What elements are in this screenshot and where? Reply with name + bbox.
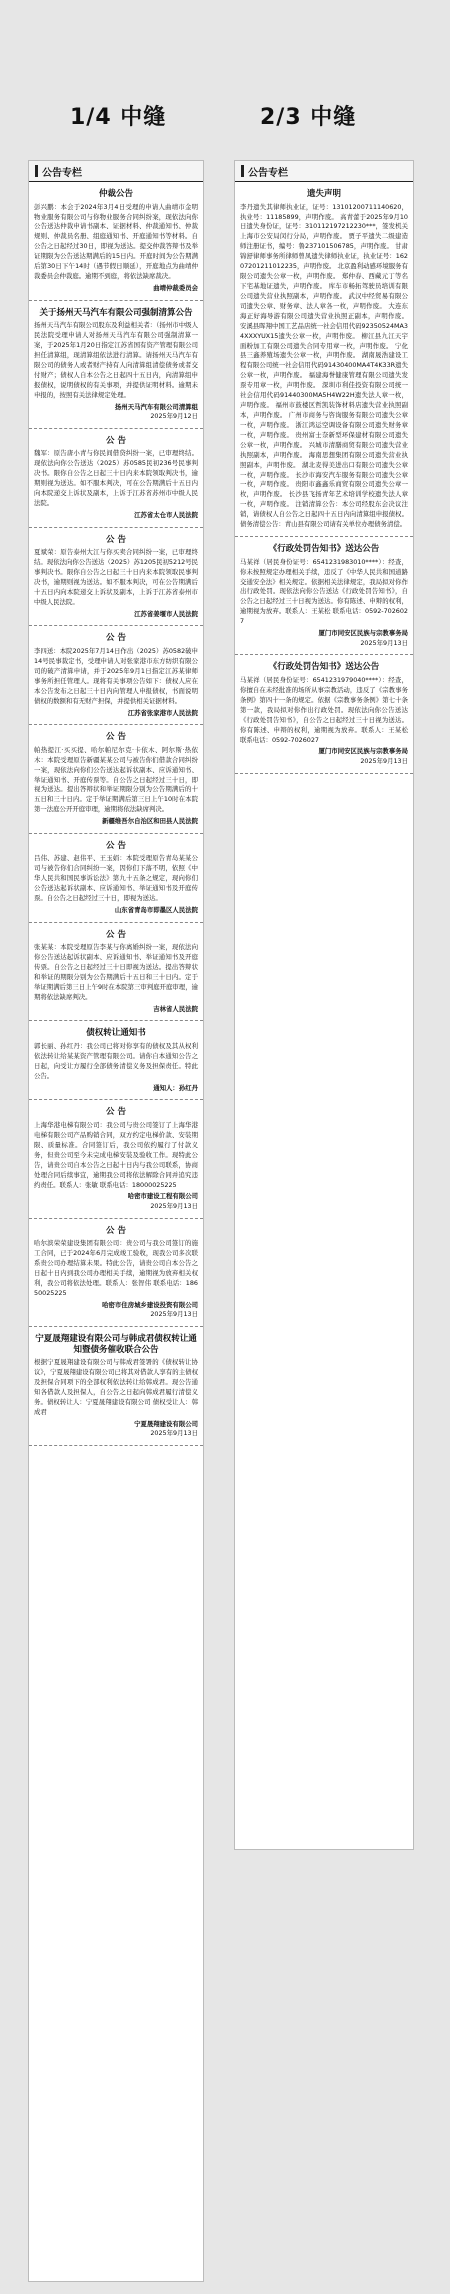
notice-signature: 哈密市住房城乡建设投资有限公司 <box>102 1300 198 1309</box>
notice-date: 2025年9月13日 <box>360 638 408 647</box>
notice-signature: 宁夏晟翔建设有限公司 <box>134 1419 198 1428</box>
notice-item <box>29 923 203 1022</box>
notice-title: 公 告 <box>106 929 126 940</box>
notice-body: 彭兴鹏：本会于2024年3月4日受理的申请人曲靖市金明物业服务有限公司与你物业服务合同纠纷案，现依法向你公告送达仲裁申请书副本、证据材料、仲裁通知书、仲裁规则、仲裁员名册、组庭通知书、开庭通知书等材料。自公告之日起经过30日，即视为送达。提交仲裁答辩书及举证期限为公告送达期满后的15日内。开庭时间为公告期满后第30日下午14时（遇节假日顺延），开庭地点为曲靖仲裁委员会仲裁庭。逾期不到庭，将依法缺席裁决。 <box>34 202 198 281</box>
left-notice-list <box>29 182 203 1446</box>
left-column-size-title: 1/4 中缝 <box>70 105 167 130</box>
notice-item <box>29 834 203 923</box>
notice-signature: 通知人：孙红丹 <box>153 1083 198 1092</box>
column-header-label: 公告专栏 <box>42 167 82 179</box>
notice-item <box>235 537 413 655</box>
right-notice-column <box>234 160 414 1850</box>
notice-item <box>29 626 203 725</box>
notice-signature: 吉林省人民法院 <box>153 1004 198 1013</box>
notice-item <box>29 1327 203 1446</box>
notice-item <box>235 182 413 537</box>
notice-signature: 曲靖仲裁委员会 <box>153 284 198 292</box>
notice-date: 2025年9月12日 <box>150 412 198 421</box>
notice-title: 宁夏晟翔建设有限公司与韩成君债权转让通知暨债务催收联合公告 <box>35 1334 197 1355</box>
notice-item <box>29 429 203 528</box>
notice-signature: 扬州天马汽车有限公司清算组 <box>114 402 198 411</box>
notice-signature: 山东省青岛市即墨区人民法院 <box>114 906 198 915</box>
notice-signature: 江苏省张家港市人民法院 <box>127 708 198 717</box>
notice-body: 张某某：本院受理原告李某与你离婚纠纷一案，现依法向你公告送达起诉状副本、应诉通知书、举证通知书及开庭传票。自公告之日起经过三十日即视为送达。提出答辩状和举证的期限分别为公告期满后十五日和三十日内。定于举证期满后第三日上午9时在本院第三审判庭开庭审理，逾期将依法缺席判决。 <box>34 943 198 1001</box>
notice-body: 吕伟、苏建、赵伟平、王玉娟：本院受理原告青岛某某公司与被告你们合同纠纷一案，因你们下落不明，依照《中华人民共和国民事诉讼法》第九十五条之规定，现向你们公告送达起诉状副本、应诉通知书、举证通知书及开庭传票。自公告之日起经过三十日，即视为送达。 <box>34 854 198 903</box>
notice-date: 2025年9月13日 <box>150 1310 198 1319</box>
notice-body: 帕热提江·买买提、哈尔帕尼尔克·卡依木、阿尔斯·热依木：本院受理原告新疆某某公司与被告你们借款合同纠纷一案，现依法向你们公告送达起诉状副本、应诉通知书、举证通知书、开庭传票等。自公告之日起经过三十日，即视为送达。提出答辩状和举证期限分别为公告期满后的十五日和三十日内。定于举证期满后第三日上午10时在本院第一法庭公开开庭审理，逾期将依法缺席判决。 <box>34 745 198 814</box>
notice-item <box>29 725 203 834</box>
column-header-label: 公告专栏 <box>248 167 288 179</box>
right-column-size-title: 2/3 中缝 <box>260 105 357 130</box>
notice-title: 公 告 <box>106 732 126 743</box>
notice-item <box>29 301 203 429</box>
notice-item <box>29 1100 203 1218</box>
notice-title: 《行政处罚告知书》送达公告 <box>268 662 380 673</box>
notice-body: 李丹遗失其律师执业证，证号：13101200711140620，执业号：11185899，声明作废。 高青蕾于2025年9月10日遗失身份证，证号：310112197212230***，签发机关上海市公安局闵行分局，声明作废。 贾子平遗失二级建造师注册证书，编号：鲁237101506785，声明作废。 甘肃锦舒律师事务所律师曾凤遗失律师执业证，执业证号：16207201211012235，声明作废。 北京盈利动感环境服务有限公司遗失公章一枚，声明作废。 郑仲春、西藏元丁等名下宅基地证遗失，声明作废。 库车市畅拓驾驶员培训有限公司遗失营业执照副本，声明作废。 武汉中经贸易有限公司遗失公章、财务章、法人章各一枚，声明作废。 大连东海正好海导游有限公司遗失营业执照正副本，声明作废。 安溪县晖翔中国工艺品店统一社会信用代码92350524MA34XXXYUX15遗失公章一枚，声明作废。 柳江县九江天宇面粉加工有限公司遗失合同专用章一枚，声明作废。 宁化县三鑫养殖场遗失公章一枚，声明作废。 湖南晟浩建设工程有限公司统一社会信用代码91430400MA4T4K33R遗失公章一枚，声明作废。 福建海誉健康管理有限公司遗失发票专用章一枚，声明作废。 深圳市利佳投资有限公司统一社会信用代码91440300MA5H4W22H遗失法人章一枚，声明作废。 福州市鼓楼区哲凯装饰材料店遗失营业执照副本，声明作废。 广州市商务与咨询服务有限公司遗失公章一枚，声明作废。 浙江鸿运空调设备有限公司遗失财务章一枚，声明作废。 贵州富士奈新型环保建材有限公司遗失公章一枚，声明作废。 兴城市清膳商贸有限公司遗失营业执照副本，声明作废。 海南思想集团有限公司遗失营业执照副本，声明作废。 湖北麦得美进出口有限公司遗失公章一枚，声明作废。 长沙市海安汽车服务有限公司遗失公章一枚，声明作废。 贵阳市鑫鑫乐商贸有限公司遗失公章一枚，声明作废。 长沙县飞扬青年艺术培训学校遗失法人章一枚，声明作废。 注销清算公告：本公司经股东会决议注销，请债权人自公告之日起四十五日内向清算组申报债权。 债务清偿公告：青山县有限公司请有关单位办理债务清偿。 <box>240 202 408 529</box>
notice-title: 公 告 <box>106 1107 126 1118</box>
notice-body: 夏斌荣：原告泰州大江与你买卖合同纠纷一案，已审理终结。现依法向你公告送达（2025）苏1205民初5212号民事判决书。限你自公告之日起三十日内来本院领取民事判决书，逾期则视为送达。如不服本判决，可在公告期满后十五日内向本院递交上诉状及副本，上诉于江苏省泰州市中级人民法院。 <box>34 548 198 606</box>
notice-item <box>29 1021 203 1100</box>
notice-title: 仲裁公告 <box>98 189 133 199</box>
notice-title: 公 告 <box>106 840 126 851</box>
notice-body: 魏军：原告唐小青与你民间借贷纠纷一案，已审理终结。现依法向你公告送达（2025）苏0585民初236号民事判决书。限你自公告之日起三十日内来本院领取判决书，逾期则视为送达。如不服本判决，可在公告期满后十五日内向本院递交上诉状及副本，上诉于江苏省苏州市中级人民法院。 <box>34 449 198 508</box>
notice-date: 2025年9月13日 <box>150 1202 198 1211</box>
notice-item <box>29 1219 203 1327</box>
notice-item <box>235 655 413 773</box>
column-header <box>235 161 413 182</box>
notice-body: 郭长丽、孙红丹：我公司已将对你享有的债权及其从权利依法转让给某某资产管理有限公司。请你自本通知公告之日起，向受让方履行全部债务清偿义务及担保责任。特此公告。 <box>34 1042 198 1080</box>
notice-title: 关于扬州天马汽车有限公司强制清算公告 <box>39 307 193 318</box>
notice-signature: 厦门市同安区民族与宗教事务局 <box>318 747 408 756</box>
notice-body: 扬州天马汽车有限公司股东及利益相关者：（扬州市中级人民法院受理申请人对扬州天马汽车有限公司强制清算一案，于2025年1月20日指定江苏省国有资产管理有限公司担任清算组，现清算组依法进行清算。请扬州天马汽车有限公司的债务人或者财产持有人向清算组清偿债务或者交付财产；债权人自本公告之日起四十五日内，向清算组申报债权，说明债权的有关事项，并提供证明材料。逾期未申报的，按照有关法律规定处理。 <box>34 321 198 399</box>
column-header <box>29 161 203 182</box>
notice-signature: 厦门市同安区民族与宗教事务局 <box>318 629 408 638</box>
header-bar-icon <box>241 165 244 177</box>
notice-item <box>29 528 203 627</box>
notice-signature: 江苏省姜堰市人民法院 <box>134 609 198 618</box>
notice-body: 根据宁夏晟翔建设有限公司与韩成君签署的《债权转让协议》，宁夏晟翔建设有限公司已将其对借款人享有的主债权及担保合同项下的全部权利依法转让给韩成君。现公告通知各借款人及担保人，自公告之日起向韩成君履行清偿义务。债权转让人：宁夏晟翔建设有限公司 债权受让人：韩成君 <box>34 1358 198 1416</box>
notice-signature: 江苏省太仓市人民法院 <box>134 510 198 519</box>
notice-item <box>29 182 203 301</box>
notice-signature: 新疆维吾尔自治区和田县人民法院 <box>102 817 198 826</box>
notice-title: 《行政处罚告知书》送达公告 <box>268 544 380 555</box>
right-notice-list <box>235 182 413 774</box>
left-notice-column <box>28 160 204 2282</box>
notice-title: 公 告 <box>106 633 126 644</box>
notice-title: 债权转让通知书 <box>86 1028 146 1039</box>
notice-body: 哈尔滨荣荣建设集团有限公司：贵公司与我公司签订的施工合同，已于2024年6月完成竣工验收，现我公司多次联系贵公司办理结算未果。特此公告，请贵公司自本公告之日起十日内到我公司办理相关手续，逾期视为放弃相关权利，我公司将依法处理。联系人：张智伟 联系电话：18650025225 <box>34 1239 198 1297</box>
notice-body: 李四送：本院2025年7月14日作出（2025）苏0582破申14号民事裁定书，受理申请人对张家港市东方纺织有限公司的破产清算申请，并于2025年9月1日指定江苏某律师事务所担任管理人。现将有关事项公告如下：债权人应在本公告发布之日起三十日内向管理人申报债权，书面说明债权的数额和有无财产担保，并提供相关证据材料。 <box>34 646 198 705</box>
notice-signature: 哈密市建设工程有限公司 <box>127 1192 198 1201</box>
notice-title: 公 告 <box>106 435 126 446</box>
notice-body: 上海华港电梯有限公司：我公司与贵公司签订了上海华港电梯有限公司产品购销合同，双方约定电梯价款、安装期限、质量标准。合同签订后，我公司依约履行了付款义务，但贵公司至今未完成电梯安装及验收工作。现特此公告，请贵公司自本公告之日起十日内与我公司联系，协商处理合同后续事宜，逾期我公司将依法解除合同并追究违约责任。联系人：张敏 联系电话：18000025225 <box>34 1120 198 1189</box>
notice-body: 马某祥（居民身份证号：6541231979040****）：经查，你擅自在未经批准的场所从事宗教活动，违反了《宗教事务条例》第四十一条的规定。依据《宗教事务条例》第七十条第一款，我局拟对你作出行政处罚。现依法向你公告送达《行政处罚告知书》，自公告之日起经过三十日视为送达。你有陈述、申辩的权利，逾期视为放弃。联系人：王某松 联系电话：0592-7026027 <box>240 675 408 744</box>
notice-body: 马某祥（居民身份证号：6541231983010****）：经查，你未按照规定办理相关手续，违反了《中华人民共和国道路交通安全法》相关规定。依据相关法律规定，我局拟对你作出行政处罚。现依法向你公告送达《行政处罚告知书》，自公告之日起经过三十日视为送达。你有陈述、申辩的权利，逾期视为放弃。联系人：王某松 联系电话：0592-7026027 <box>240 557 408 626</box>
notice-title: 公 告 <box>106 1225 126 1236</box>
notice-date: 2025年9月13日 <box>360 757 408 766</box>
notice-date: 2025年9月13日 <box>150 1429 198 1438</box>
header-bar-icon <box>35 165 38 177</box>
notice-title: 公 告 <box>106 534 126 545</box>
notice-title: 遗失声明 <box>306 189 341 199</box>
